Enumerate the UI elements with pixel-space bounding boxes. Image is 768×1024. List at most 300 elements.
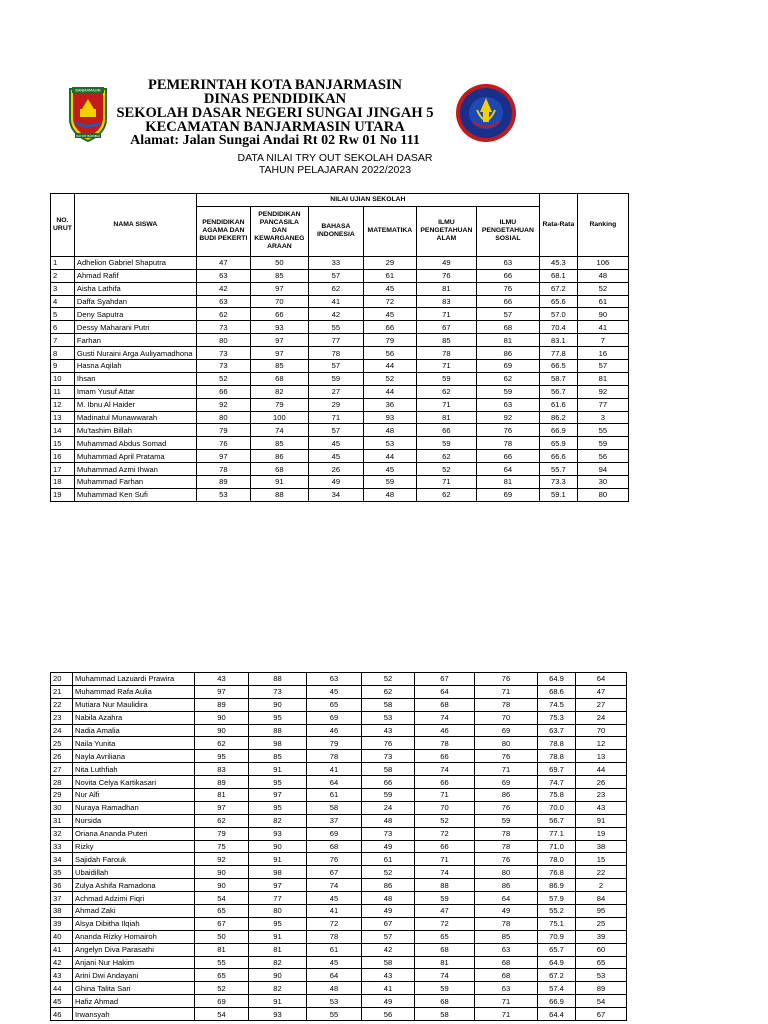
cell-score: 74	[415, 969, 475, 982]
cell-score: 91	[249, 930, 307, 943]
cell-score: 45	[363, 463, 416, 476]
cell-score: 81	[249, 943, 307, 956]
cell-average: 75.8	[538, 789, 576, 802]
table-row	[51, 424, 629, 437]
cell-score: 68	[250, 372, 308, 385]
cell-score: 59	[416, 437, 476, 450]
cell-name: Muhammad April Pratama	[74, 450, 196, 463]
cell-ranking: 7	[577, 334, 628, 347]
cell-name: Arini Dwi Andayani	[73, 969, 195, 982]
cell-no: 18	[51, 476, 75, 489]
cell-name: M. Ibnu Al Haider	[74, 398, 196, 411]
cell-average: 75.3	[538, 711, 576, 724]
table-row	[51, 698, 627, 711]
cell-name: Madinatul Munawwarah	[74, 411, 196, 424]
cell-score: 65	[307, 698, 362, 711]
cell-ranking: 84	[576, 892, 627, 905]
cell-average: 69.7	[538, 763, 576, 776]
cell-no: 32	[51, 827, 73, 840]
cell-score: 55	[308, 321, 363, 334]
document-title	[200, 152, 470, 176]
cell-score: 80	[475, 866, 538, 879]
cell-score: 72	[363, 295, 416, 308]
cell-score: 54	[195, 892, 249, 905]
cell-average: 64.9	[538, 956, 576, 969]
cell-score: 29	[308, 398, 363, 411]
cell-name: Deny Saputra	[74, 308, 196, 321]
cell-score: 88	[249, 724, 307, 737]
cell-score: 93	[249, 827, 307, 840]
cell-ranking: 81	[577, 372, 628, 385]
cell-score: 52	[415, 814, 475, 827]
cell-score: 66	[415, 750, 475, 763]
cell-score: 71	[416, 360, 476, 373]
cell-score: 59	[416, 372, 476, 385]
cell-score: 97	[250, 334, 308, 347]
tut-wuri-handayani-logo	[455, 82, 517, 144]
cell-ranking: 91	[576, 814, 627, 827]
cell-score: 77	[308, 334, 363, 347]
table-row	[51, 334, 629, 347]
cell-score: 55	[195, 956, 249, 969]
cell-average: 83.1	[539, 334, 577, 347]
cell-ranking: 3	[577, 411, 628, 424]
cell-average: 68.6	[538, 685, 576, 698]
cell-score: 71	[475, 763, 538, 776]
cell-score: 41	[307, 763, 362, 776]
cell-score: 44	[363, 385, 416, 398]
cell-score: 85	[416, 334, 476, 347]
cell-ranking: 52	[577, 282, 628, 295]
cell-score: 73	[362, 750, 415, 763]
cell-no: 36	[51, 879, 73, 892]
table-row	[51, 789, 627, 802]
cell-average: 78.8	[538, 737, 576, 750]
cell-name: Nursida	[73, 814, 195, 827]
table-row	[51, 282, 629, 295]
cell-score: 57	[308, 424, 363, 437]
cell-score: 93	[249, 1008, 307, 1021]
cell-name: Sajidah Farouk	[73, 853, 195, 866]
cell-score: 64	[476, 463, 539, 476]
table-row	[51, 673, 627, 686]
cell-score: 78	[476, 437, 539, 450]
cell-ranking: 16	[577, 347, 628, 360]
cell-score: 97	[249, 789, 307, 802]
cell-score: 29	[363, 256, 416, 269]
cell-score: 76	[196, 437, 250, 450]
cell-score: 74	[415, 711, 475, 724]
cell-score: 71	[475, 1008, 538, 1021]
header-rank: Ranking	[577, 194, 628, 257]
cell-no: 21	[51, 685, 73, 698]
table-row	[51, 1008, 627, 1021]
cell-name: Muhammad Ken Sufi	[74, 488, 196, 501]
cell-score: 81	[195, 789, 249, 802]
cell-score: 43	[362, 969, 415, 982]
cell-score: 74	[307, 879, 362, 892]
cell-score: 69	[475, 724, 538, 737]
cell-score: 45	[308, 437, 363, 450]
cell-score: 64	[307, 776, 362, 789]
cell-score: 86	[476, 347, 539, 360]
cell-score: 68	[415, 995, 475, 1008]
cell-no: 27	[51, 763, 73, 776]
table-row	[51, 308, 629, 321]
table-row	[51, 827, 627, 840]
cell-name: Nur Alfi	[73, 789, 195, 802]
cell-average: 65.7	[538, 943, 576, 956]
title-line-1: DATA NILAI TRY OUT SEKOLAH DASAR	[237, 152, 433, 164]
cell-average: 65.9	[539, 437, 577, 450]
cell-score: 68	[415, 698, 475, 711]
cell-score: 72	[307, 917, 362, 930]
cell-score: 43	[195, 673, 249, 686]
cell-score: 68	[415, 943, 475, 956]
cell-name: Daffa Syahdan	[74, 295, 196, 308]
cell-score: 82	[249, 814, 307, 827]
cell-no: 15	[51, 437, 75, 450]
cell-average: 71.0	[538, 840, 576, 853]
cell-ranking: 64	[576, 673, 627, 686]
cell-score: 80	[249, 905, 307, 918]
cell-score: 65	[195, 969, 249, 982]
cell-score: 97	[195, 685, 249, 698]
cell-no: 40	[51, 930, 73, 943]
cell-ranking: 67	[576, 1008, 627, 1021]
table-row	[51, 724, 627, 737]
cell-score: 81	[415, 956, 475, 969]
cell-score: 92	[195, 853, 249, 866]
cell-score: 61	[362, 853, 415, 866]
cell-no: 19	[51, 488, 75, 501]
cell-score: 71	[308, 411, 363, 424]
cell-no: 20	[51, 673, 73, 686]
cell-no: 29	[51, 789, 73, 802]
cell-name: Ghina Talita Sari	[73, 982, 195, 995]
cell-score: 37	[307, 814, 362, 827]
cell-ranking: 95	[576, 905, 627, 918]
cell-score: 73	[196, 360, 250, 373]
cell-no: 2	[51, 269, 75, 282]
cell-score: 81	[416, 411, 476, 424]
cell-score: 41	[308, 295, 363, 308]
cell-score: 66	[363, 321, 416, 334]
table-row	[51, 476, 629, 489]
table-row	[51, 685, 627, 698]
table-row	[51, 463, 629, 476]
cell-no: 33	[51, 840, 73, 853]
cell-score: 89	[195, 698, 249, 711]
cell-score: 90	[249, 969, 307, 982]
table-row	[51, 930, 627, 943]
cell-ranking: 23	[576, 789, 627, 802]
cell-name: Imam Yusuf Attar	[74, 385, 196, 398]
cell-no: 28	[51, 776, 73, 789]
cell-score: 90	[195, 879, 249, 892]
table-row	[51, 411, 629, 424]
cell-score: 64	[475, 892, 538, 905]
cell-score: 63	[196, 295, 250, 308]
cell-average: 66.9	[539, 424, 577, 437]
cell-ranking: 56	[577, 450, 628, 463]
cell-score: 57	[476, 308, 539, 321]
letterhead-line-1: PEMERINTAH KOTA BANJARMASIN	[147, 77, 403, 93]
cell-ranking: 2	[576, 879, 627, 892]
cell-score: 67	[415, 673, 475, 686]
header-no: NO. URUT	[51, 194, 75, 257]
cell-score: 82	[250, 385, 308, 398]
cell-score: 81	[476, 476, 539, 489]
cell-score: 91	[249, 995, 307, 1008]
cell-score: 54	[195, 1008, 249, 1021]
table-row	[51, 776, 627, 789]
cell-average: 77.1	[538, 827, 576, 840]
cell-name: Zulya Ashifa Ramadona	[73, 879, 195, 892]
cell-name: Farhan	[74, 334, 196, 347]
cell-average: 63.7	[538, 724, 576, 737]
cell-score: 58	[362, 698, 415, 711]
cell-score: 62	[416, 385, 476, 398]
cell-score: 97	[196, 450, 250, 463]
cell-name: Ahmad Zaki	[73, 905, 195, 918]
cell-score: 95	[249, 801, 307, 814]
cell-name: Hasna Aqilah	[74, 360, 196, 373]
cell-no: 3	[51, 282, 75, 295]
cell-score: 53	[362, 711, 415, 724]
cell-name: Angelyn Diva Parasathi	[73, 943, 195, 956]
cell-ranking: 94	[577, 463, 628, 476]
cell-score: 69	[195, 995, 249, 1008]
cell-name: Anjani Nur Hakim	[73, 956, 195, 969]
cell-score: 44	[363, 450, 416, 463]
header-subject: BAHASA INDONESIA	[308, 206, 363, 256]
cell-ranking: 89	[576, 982, 627, 995]
cell-no: 45	[51, 995, 73, 1008]
cell-score: 66	[476, 295, 539, 308]
cell-score: 85	[249, 750, 307, 763]
cell-score: 71	[415, 789, 475, 802]
cell-average: 56.7	[538, 814, 576, 827]
cell-score: 41	[362, 982, 415, 995]
cell-ranking: 65	[576, 956, 627, 969]
cell-average: 64.9	[538, 673, 576, 686]
cell-score: 68	[475, 956, 538, 969]
cell-average: 86.9	[538, 879, 576, 892]
cell-average: 56.7	[539, 385, 577, 398]
cell-score: 72	[415, 917, 475, 930]
cell-average: 70.0	[538, 801, 576, 814]
cell-ranking: 12	[576, 737, 627, 750]
cell-average: 57.9	[538, 892, 576, 905]
table-row	[51, 905, 627, 918]
table-row	[51, 995, 627, 1008]
header-subject: MATEMATIKA	[363, 206, 416, 256]
cell-average: 65.6	[539, 295, 577, 308]
cell-score: 100	[250, 411, 308, 424]
cell-score: 63	[476, 256, 539, 269]
letterhead-line-4: KECAMATAN BANJARMASIN UTARA	[145, 119, 405, 135]
cell-score: 42	[308, 308, 363, 321]
table-row	[51, 398, 629, 411]
cell-name: Mutiara Nur Maulidira	[73, 698, 195, 711]
cell-score: 97	[250, 347, 308, 360]
cell-average: 78.0	[538, 853, 576, 866]
cell-score: 78	[475, 827, 538, 840]
cell-score: 66	[362, 776, 415, 789]
cell-name: Muhammad Abdus Somad	[74, 437, 196, 450]
cell-score: 59	[415, 892, 475, 905]
cell-score: 71	[415, 853, 475, 866]
cell-score: 85	[250, 269, 308, 282]
cell-score: 78	[307, 750, 362, 763]
cell-ranking: 22	[576, 866, 627, 879]
cell-score: 64	[415, 685, 475, 698]
cell-no: 25	[51, 737, 73, 750]
cell-no: 5	[51, 308, 75, 321]
cell-score: 95	[195, 750, 249, 763]
table-row	[51, 385, 629, 398]
cell-score: 79	[307, 737, 362, 750]
letterhead-line-2: DINAS PENDIDIKAN	[203, 91, 347, 107]
cell-average: 57.0	[539, 308, 577, 321]
cell-score: 56	[363, 347, 416, 360]
cell-average: 68.1	[539, 269, 577, 282]
cell-score: 63	[476, 398, 539, 411]
cell-score: 55	[307, 1008, 362, 1021]
cell-score: 74	[415, 763, 475, 776]
cell-score: 85	[250, 437, 308, 450]
cell-ranking: 44	[576, 763, 627, 776]
cell-score: 71	[416, 308, 476, 321]
cell-name: Ananda Rizky Homairoh	[73, 930, 195, 943]
cell-average: 67.2	[538, 969, 576, 982]
cell-score: 86	[250, 450, 308, 463]
cell-score: 85	[475, 930, 538, 943]
cell-ranking: 43	[576, 801, 627, 814]
table-row	[51, 969, 627, 982]
cell-ranking: 54	[576, 995, 627, 1008]
cell-score: 79	[196, 424, 250, 437]
cell-score: 66	[196, 385, 250, 398]
cell-ranking: 13	[576, 750, 627, 763]
cell-no: 7	[51, 334, 75, 347]
cell-no: 22	[51, 698, 73, 711]
cell-score: 81	[476, 334, 539, 347]
cell-name: Muhammad Lazuardi Prawira	[73, 673, 195, 686]
header-group: NILAI UJIAN SEKOLAH	[196, 194, 539, 207]
cell-score: 66	[476, 269, 539, 282]
cell-ranking: 41	[577, 321, 628, 334]
cell-score: 80	[196, 334, 250, 347]
cell-score: 47	[415, 905, 475, 918]
cell-ranking: 90	[577, 308, 628, 321]
cell-score: 48	[363, 424, 416, 437]
cell-ranking: 24	[576, 711, 627, 724]
cell-average: 76.8	[538, 866, 576, 879]
cell-ranking: 15	[576, 853, 627, 866]
cell-ranking: 70	[576, 724, 627, 737]
cell-score: 78	[307, 930, 362, 943]
cell-average: 64.4	[538, 1008, 576, 1021]
cell-score: 97	[249, 879, 307, 892]
cell-score: 62	[416, 488, 476, 501]
letterhead-line-3: SEKOLAH DASAR NEGERI SUNGAI JINGAH 5	[116, 105, 434, 121]
cell-ranking: 39	[576, 930, 627, 943]
cell-no: 14	[51, 424, 75, 437]
cell-score: 49	[308, 476, 363, 489]
table-row	[51, 347, 629, 360]
cell-score: 91	[249, 763, 307, 776]
cell-score: 53	[363, 437, 416, 450]
cell-score: 90	[195, 724, 249, 737]
cell-score: 69	[307, 827, 362, 840]
cell-score: 67	[195, 917, 249, 930]
cell-score: 95	[249, 776, 307, 789]
table-row	[51, 737, 627, 750]
cell-score: 59	[308, 372, 363, 385]
cell-score: 95	[249, 711, 307, 724]
cell-score: 92	[476, 411, 539, 424]
cell-score: 89	[196, 476, 250, 489]
logo-text-top: BANJARMASIN	[75, 88, 101, 93]
cell-no: 4	[51, 295, 75, 308]
cell-score: 61	[363, 269, 416, 282]
cell-score: 53	[196, 488, 250, 501]
cell-ranking: 77	[577, 398, 628, 411]
cell-name: Nadia Amalia	[73, 724, 195, 737]
cell-no: 12	[51, 398, 75, 411]
cell-score: 71	[416, 476, 476, 489]
cell-ranking: 92	[577, 385, 628, 398]
cell-score: 73	[249, 685, 307, 698]
cell-score: 56	[362, 1008, 415, 1021]
cell-name: Irwansyah	[73, 1008, 195, 1021]
cell-score: 71	[475, 995, 538, 1008]
header-subject: PENDIDIKAN AGAMA DAN BUDI PEKERTI	[196, 206, 250, 256]
cell-score: 67	[307, 866, 362, 879]
cell-score: 33	[308, 256, 363, 269]
cell-score: 64	[307, 969, 362, 982]
cell-name: Novita Celya Kartikasari	[73, 776, 195, 789]
cell-score: 81	[416, 282, 476, 295]
cell-score: 76	[475, 801, 538, 814]
cell-score: 43	[362, 724, 415, 737]
cell-score: 83	[416, 295, 476, 308]
cell-score: 63	[475, 982, 538, 995]
cell-score: 58	[415, 1008, 475, 1021]
cell-score: 48	[362, 892, 415, 905]
cell-score: 48	[307, 982, 362, 995]
cell-name: Achmad Adzimi Fiqri	[73, 892, 195, 905]
table-row	[51, 488, 629, 501]
cell-score: 52	[362, 866, 415, 879]
cell-ranking: 38	[576, 840, 627, 853]
table-row	[51, 801, 627, 814]
cell-name: Naila Yunita	[73, 737, 195, 750]
cell-average: 70.4	[539, 321, 577, 334]
cell-score: 80	[475, 737, 538, 750]
cell-average: 66.9	[538, 995, 576, 1008]
cell-score: 79	[195, 827, 249, 840]
cell-no: 43	[51, 969, 73, 982]
cell-score: 66	[415, 776, 475, 789]
cell-score: 66	[416, 424, 476, 437]
table-row	[51, 879, 627, 892]
cell-score: 76	[475, 673, 538, 686]
cell-ranking: 48	[577, 269, 628, 282]
cell-score: 78	[475, 917, 538, 930]
